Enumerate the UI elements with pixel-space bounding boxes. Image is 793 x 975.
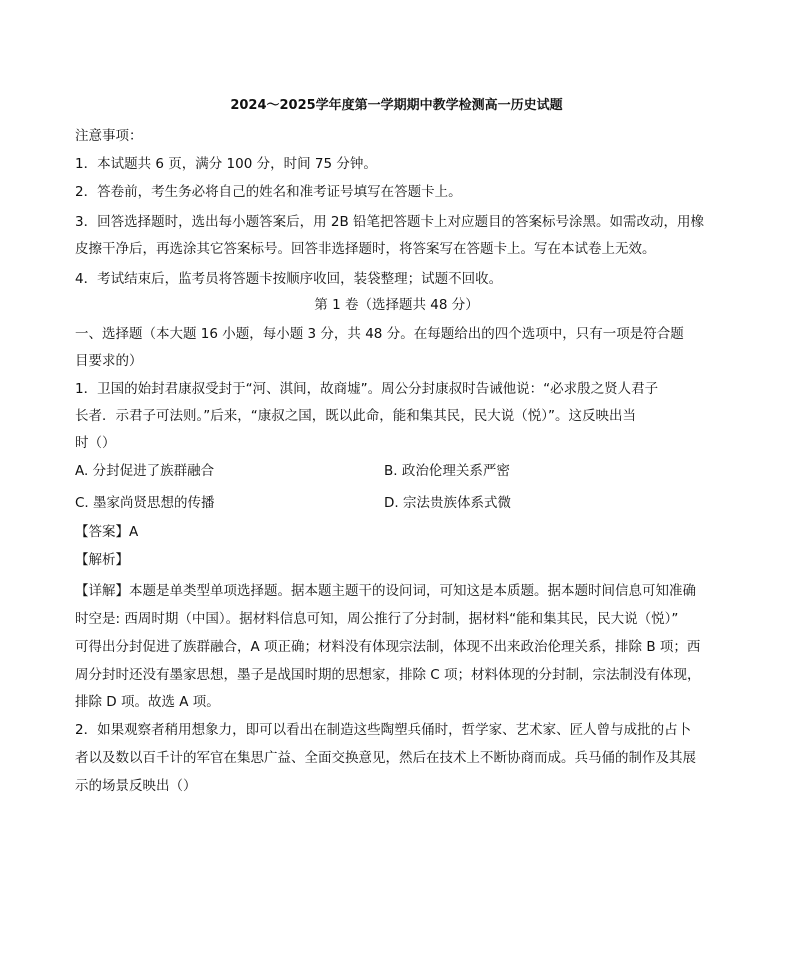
q1-option-c: C. 墨家尚贤思想的传播: [75, 495, 215, 511]
section-instruction: 一、选择题（本大题 16 小题，每小题 3 分，共 48 分。在每题给出的四个选项中，只有一项是符合题: [75, 326, 684, 342]
q1-stem-line-1: 1．卫国的始封君康叔受封于“河、淇间，故商墟”。周公分封康叔时告诫他说：“必求殷之贤人君子: [75, 381, 659, 397]
q2-stem-line-1: 2．如果观察者稍用想象力，即可以看出在制造这些陶塑兵俑时，哲学家、艺术家、匠人曾与成批的占卜: [75, 722, 692, 738]
notice-item-2: 2．答卷前，考生务必将自己的姓名和准考证号填写在答题卡上。: [75, 184, 462, 200]
section-instruction-cont: 目要求的）: [75, 353, 143, 369]
notice-item-4: 4．考试结束后，监考员将答题卡按顺序收回，装袋整理；试题不回收。: [75, 271, 503, 287]
q1-answer: 【答案】A: [75, 524, 139, 540]
q2-stem-line-3: 示的场景反映出（）: [75, 778, 197, 794]
volume-heading: 第 1 卷（选择题共 48 分）: [314, 297, 479, 313]
q1-detail-line-2: 时空是: 西周时期（中国）。据材料信息可知，周公推行了分封制，据材料“能和集其民，民大说（悦）”: [75, 611, 679, 627]
notice-item-3-cont: 皮擦干净后，再选涂其它答案标号。回答非选择题时，将答案写在答题卡上。写在本试卷上无效。: [75, 241, 656, 257]
q1-stem-line-3: 时（）: [75, 435, 116, 451]
q1-option-d: D. 宗法贵族体系式微: [384, 495, 511, 511]
notice-heading: 注意事项：: [75, 128, 143, 144]
q1-detail-line-5: 排除 D 项。故选 A 项。: [75, 694, 220, 710]
q1-detail-line-3: 可得出分封促进了族群融合，A 项正确；材料没有体现宗法制，体现不出来政治伦理关系，排除 B 项；西: [75, 639, 701, 655]
q1-option-a: A. 分封促进了族群融合: [75, 463, 215, 479]
q1-detail-line-1: 【详解】本题是单类型单项选择题。据本题主题干的设问词，可知这是本质题。据本题时间信息可知准确: [75, 583, 696, 599]
q1-stem-line-2: 长者．示君子可法则。”后来，“康叔之国，既以此命，能和集其民，民大说（悦）”。这反映出当: [75, 408, 636, 424]
q1-analysis-label: 【解析】: [75, 552, 129, 568]
q1-option-b: B. 政治伦理关系严密: [384, 463, 510, 479]
exam-title: 2024～2025学年度第一学期期中教学检测高一历史试题: [230, 98, 563, 113]
notice-item-3: 3．回答选择题时，选出每小题答案后，用 2B 铅笔把答题卡上对应题目的答案标号涂黑。如需改动，用橡: [75, 214, 705, 230]
notice-item-1: 1．本试题共 6 页，满分 100 分，时间 75 分钟。: [75, 156, 377, 172]
q2-stem-line-2: 者以及数以百千计的军官在集思广益、全面交换意见，然后在技术上不断协商而成。兵马俑的制作及其展: [75, 750, 696, 766]
q1-detail-line-4: 周分封时还没有墨家思想，墨子是战国时期的思想家，排除 C 项；材料体现的分封制，宗法制没有体现，: [75, 667, 701, 683]
